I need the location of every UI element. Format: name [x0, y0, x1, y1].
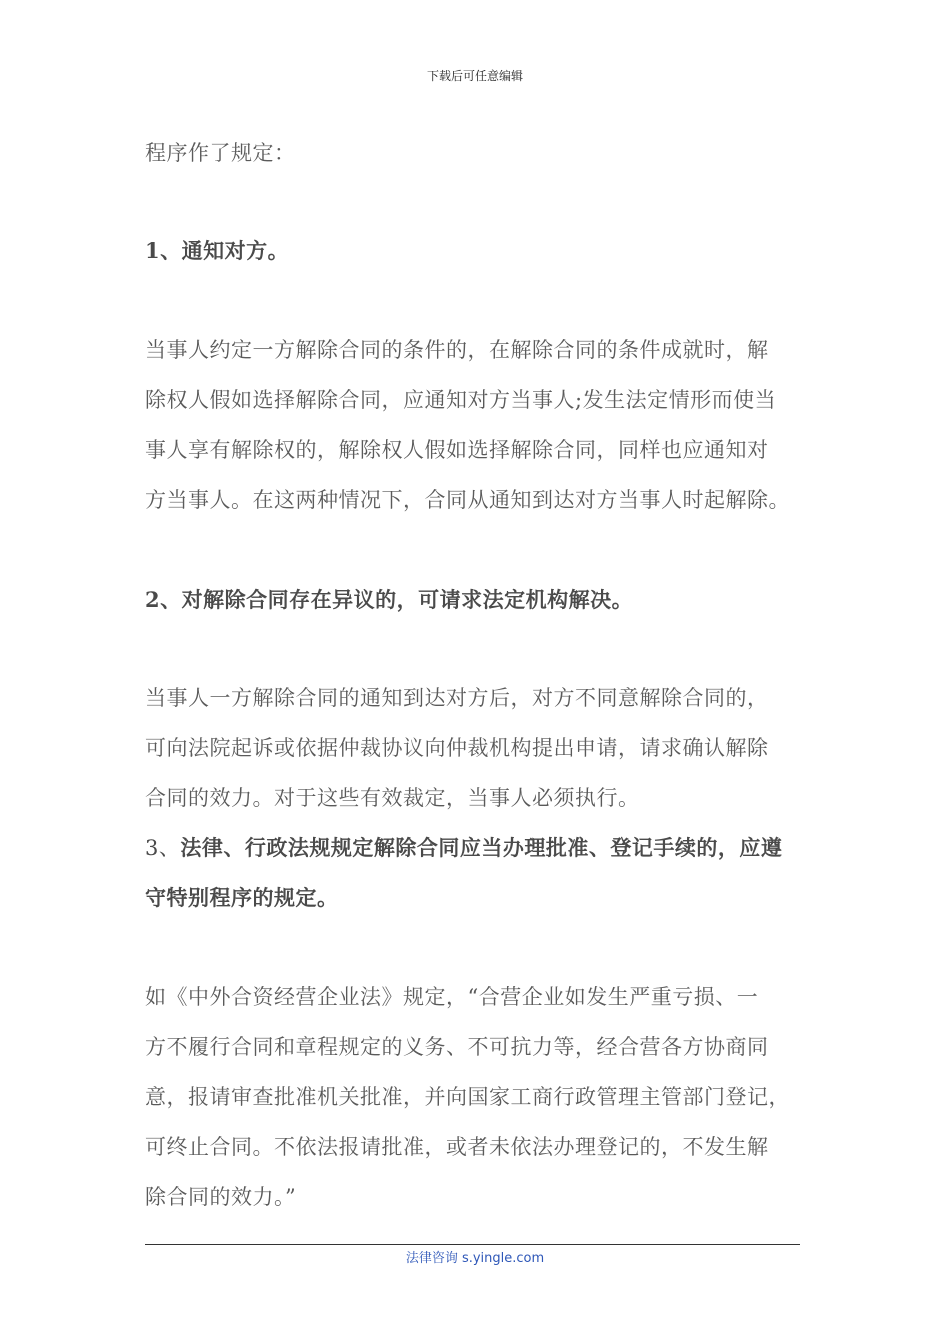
paragraph-3 — [145, 972, 835, 1222]
section-1-heading — [145, 226, 835, 276]
paragraph-line: 意，报请审查批准机关批准，并向国家工商行政管理主管部门登记， — [145, 1085, 790, 1109]
item3-heading-text: 法律、行政法规规定解除合同应当办理批准、登记手续的，应遵 — [180, 835, 783, 860]
intro-line: 程序作了规定： — [145, 141, 296, 165]
item1-heading: 1、通知对方。 — [145, 238, 290, 263]
paragraph-line: 方不履行合同和章程规定的义务、不可抗力等，经合营各方协商同 — [145, 1035, 769, 1059]
paragraph-line: 合同的效力。对于这些有效裁定，当事人必须执行。 — [145, 786, 640, 810]
footer-link[interactable]: 法律咨询 s.yingle.com — [405, 1251, 545, 1266]
section-3-heading — [145, 823, 835, 923]
paragraph-line: 方当事人。在这两种情况下，合同从通知到达对方当事人时起解除。 — [145, 488, 790, 512]
page-header-note: 下载后可任意编辑 — [426, 69, 523, 83]
paragraph-line: 当事人一方解除合同的通知到达对方后，对方不同意解除合同的， — [145, 686, 769, 710]
intro-text — [145, 128, 835, 178]
paragraph-line: 当事人约定一方解除合同的条件的，在解除合同的条件成就时，解 — [145, 338, 769, 362]
paragraph-1 — [145, 325, 835, 525]
item3-heading-line: 守特别程序的规定。 — [145, 885, 339, 910]
item2-heading: 2、对解除合同存在异议的，可请求法定机构解决。 — [145, 587, 634, 612]
paragraph-2 — [145, 673, 835, 823]
item3-heading-line — [145, 823, 835, 873]
paragraph-line: 可终止合同。不依法报请批准，或者未依法办理登记的，不发生解 — [145, 1135, 769, 1159]
paragraph-line: 除权人假如选择解除合同，应通知对方当事人;发生法定情形而使当 — [145, 388, 777, 412]
paragraph-line: 可向法院起诉或依据仲裁协议向仲裁机构提出申请，请求确认解除 — [145, 736, 769, 760]
footer-divider — [145, 1244, 800, 1245]
item3-number: 3、 — [145, 836, 181, 860]
paragraph-line: 如《中外合资经营企业法》规定，“合营企业如发生严重亏损、一 — [145, 985, 759, 1009]
section-2-heading — [145, 575, 835, 625]
paragraph-line: 除合同的效力。” — [145, 1185, 297, 1209]
paragraph-line: 事人享有解除权的，解除权人假如选择解除合同，同样也应通知对 — [145, 438, 769, 462]
